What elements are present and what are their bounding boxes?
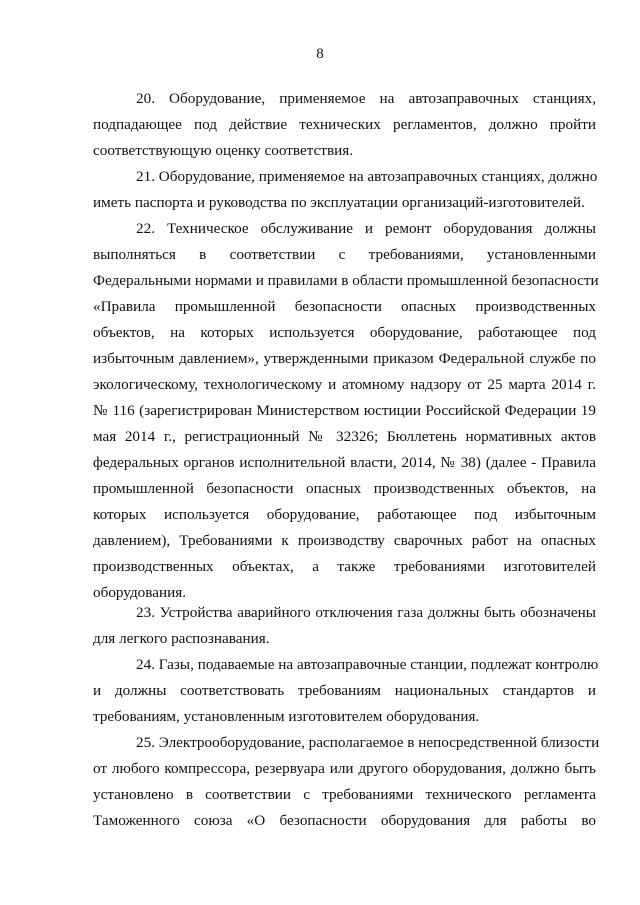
- paragraph-22-line: оборудования.: [93, 584, 187, 601]
- paragraph-24-line: и должны соответствовать требованиям национальных стандартов и: [93, 682, 596, 699]
- paragraph-21-line: 21. Оборудование, применяемое на автозаправочных станциях, должно: [136, 168, 598, 185]
- paragraph-25-line: 25. Электрооборудование, располагаемое в непосредственной близости: [136, 734, 600, 751]
- paragraph-22-line: «Правила промышленной безопасности опасных производственных: [93, 298, 596, 315]
- paragraph-22-line: производственных объектах, а также требованиями изготовителей: [93, 558, 596, 575]
- paragraph-24-line: 24. Газы, подаваемые на автозаправочные станции, подлежат контролю: [136, 656, 599, 673]
- paragraph-22-line: экологическому, технологическому и атомному надзору от 25 марта 2014 г.: [93, 376, 596, 393]
- paragraph-22-line: избыточным давлением», утвержденными приказом Федеральной службе по: [93, 350, 596, 367]
- paragraph-22-line: промышленной безопасности опасных производственных объектов, на: [93, 480, 596, 497]
- paragraph-22-line: № 116 (зарегистрирован Министерством юстиции Российской Федерации 19: [93, 402, 596, 419]
- paragraph-22-line: 22. Техническое обслуживание и ремонт оборудования должны: [136, 220, 596, 237]
- paragraph-23-line: 23. Устройства аварийного отключения газа должны быть обозначены: [136, 604, 596, 621]
- paragraph-22-line: федеральных органов исполнительной власти, 2014, № 38) (далее - Правила: [93, 454, 596, 471]
- paragraph-22-line: объектов, на которых используется оборудование, работающее под: [93, 324, 596, 341]
- paragraph-24-line: требованиям, установленным изготовителем оборудования.: [93, 708, 480, 725]
- paragraph-22-line: мая 2014 г., регистрационный № 32326; Бюллетень нормативных актов: [93, 428, 596, 445]
- page-number: 8: [316, 46, 324, 62]
- paragraph-25-line: установлено в соответствии с требованиями технического регламента: [93, 786, 596, 803]
- paragraph-20-line: подпадающее под действие технических регламентов, должно пройти: [93, 116, 596, 133]
- paragraph-22-line: Федеральными нормами и правилами в области промышленной безопасности: [93, 272, 599, 289]
- paragraph-22-line: давлением), Требованиями к производству сварочных работ на опасных: [93, 532, 596, 549]
- paragraph-20-line: 20. Оборудование, применяемое на автозаправочных станциях,: [136, 90, 596, 107]
- paragraph-25-line: Таможенного союза «О безопасности оборудования для работы во: [93, 812, 596, 829]
- paragraph-25-line: от любого компрессора, резервуара или другого оборудования, должно быть: [93, 760, 596, 777]
- paragraph-22-line: которых используется оборудование, работающее под избыточным: [93, 506, 596, 523]
- paragraph-22-line: выполняться в соответствии с требованиями, установленными: [93, 246, 596, 263]
- paragraph-21-line: иметь паспорта и руководства по эксплуатации организаций-изготовителей.: [93, 194, 585, 211]
- paragraph-20-line: соответствующую оценку соответствия.: [93, 142, 354, 159]
- paragraph-23-line: для легкого распознавания.: [93, 630, 270, 647]
